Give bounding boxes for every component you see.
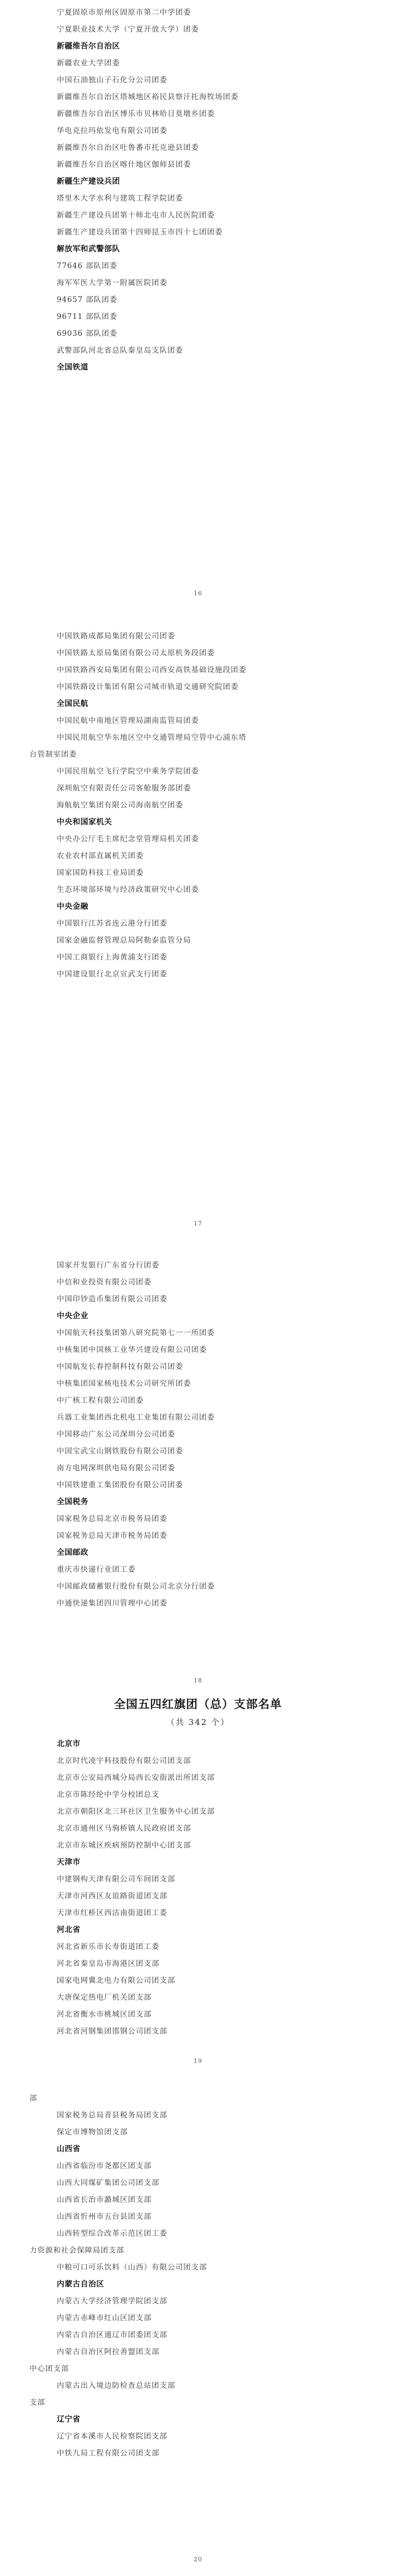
list-item: 中国印钞造币集团有限公司团委 — [57, 1295, 167, 1304]
list-item: 河北省河钢集团邯钢公司团支部 — [57, 2027, 167, 2036]
list-item: 中建钢构天津有限公司车间团支部 — [57, 1875, 176, 1884]
region-heading: 解放军和武警部队 — [57, 245, 120, 254]
list-item: 大唐保定热电厂机关团支部 — [57, 1993, 152, 2002]
document-page-17 — [0, 605, 396, 1238]
list-item: 山西大同煤矿集团公司团支部 — [57, 2179, 160, 2187]
list-item: 中通快递集团四川管理中心团委 — [57, 1599, 167, 1608]
region-heading: 中央金融 — [57, 902, 88, 911]
list-item: 新疆维吾尔自治区喀什地区伽师县团委 — [57, 160, 191, 169]
list-item: 北京市通州区马驹桥镇人民政府团支部 — [57, 1824, 191, 1833]
list-item: 山西转型综合改革示范区团工委 — [57, 2229, 167, 2238]
list-item: 山西省忻州市五台县团支部 — [57, 2212, 152, 2221]
list-item: 中心团支部 — [29, 2364, 69, 2373]
list-item: 北京市东城区疾病预防控制中心团支部 — [57, 1841, 191, 1850]
list-item: 中国银行江苏省连云港分行团委 — [57, 919, 167, 928]
list-item: 国家税务总局北京市税务局团委 — [57, 1515, 167, 1523]
list-item: 新疆维吾尔自治区博乐市贝林哈日莫墩乡团委 — [57, 110, 215, 118]
list-item: 内蒙古赤峰市红山区团支部 — [57, 2314, 152, 2322]
list-item: 宁夏职业技术大学（宁夏开放大学）团委 — [57, 25, 199, 34]
document-page-16 — [0, 0, 396, 605]
list-item: 保定市博物馆团支部 — [57, 2128, 128, 2137]
list-item: 河北省衡水市桃城区团支部 — [57, 2010, 152, 2019]
list-item: 中国宝武宝山钢铁股份有限公司团委 — [57, 1447, 183, 1456]
list-item: 新疆农业大学团委 — [57, 59, 120, 68]
page-content — [29, 631, 362, 986]
region-heading: 山西省 — [57, 2145, 81, 2153]
list-item: 华电克拉玛依发电有限公司团委 — [57, 126, 167, 135]
list-item: 支部 — [29, 2398, 45, 2407]
list-item: 中铁九局工程有限公司团支部 — [57, 2449, 160, 2458]
list-item: 山西省临汾市尧都区团支部 — [57, 2162, 152, 2170]
list-item: 国家税务总局天津市税务局团委 — [57, 1531, 167, 1540]
list-item: 中国铁路西安局集团有限公司西安高铁基础设施段团委 — [57, 666, 247, 674]
list-item: 中国邮政储蓄银行股份有限公司北京分行团委 — [57, 1582, 215, 1591]
list-item: 重庆市快递行业团工委 — [57, 1565, 136, 1574]
list-item: 新疆维吾尔自治区吐鲁番市托克逊县团委 — [57, 143, 199, 152]
list-item: 塔里木大学水利与建筑工程学院团委 — [57, 194, 183, 203]
region-heading: 全国铁道 — [57, 363, 88, 372]
list-item: 中广核工程有限公司团委 — [57, 1396, 144, 1405]
list-item: 南方电网深圳供电局有限公司团委 — [57, 1464, 176, 1473]
list-item: 台管制室团委 — [29, 750, 77, 759]
page-content — [57, 8, 362, 379]
section-subtitle: （共 342 个） — [166, 1717, 230, 1727]
list-item: 辽宁省本溪市人民检察院团支部 — [57, 2432, 167, 2441]
list-item: 中国铁建重工集团股份有限公司团委 — [57, 1481, 183, 1489]
document-page-18 — [0, 1238, 396, 1696]
list-item: 山西省长治市潞城区团支部 — [57, 2195, 152, 2204]
list-item: 深圳航空有限责任公司客舱服务部团委 — [57, 784, 191, 793]
list-item: 内蒙古自治区阿拉善盟团支部 — [57, 2348, 160, 2356]
list-item: 中央办公厅毛主席纪念堂管理局机关团委 — [57, 835, 199, 843]
page-content — [29, 2094, 362, 2465]
page-content — [57, 1260, 362, 1615]
list-item: 国家金融监督管理总局阿勒泰监管分局 — [57, 936, 191, 945]
page-number: 16 — [194, 590, 202, 597]
list-item: 中国移动广东公司深圳分公司团委 — [57, 1430, 176, 1439]
region-heading: 全国邮政 — [57, 1548, 88, 1557]
list-item: 内蒙古自治区通辽市团委团支部 — [57, 2331, 167, 2339]
list-item: 中国建设银行北京宣武支行团委 — [57, 970, 167, 979]
region-heading: 北京市 — [57, 1740, 81, 1748]
list-item: 69036 部队团委 — [57, 329, 118, 338]
list-item: 中国石油独山子石化分公司团委 — [57, 76, 167, 85]
list-item: 北京市公安局西城分局西长安街派出所团支部 — [57, 1773, 215, 1782]
list-item: 新疆生产建设兵团第十师北屯市人民医院团委 — [57, 211, 215, 220]
page-content — [57, 1739, 362, 2043]
list-item: 力资源和社会保障局团支部 — [29, 2246, 124, 2255]
list-item: 宁夏固原市原州区固原市第二中学团委 — [57, 8, 191, 17]
list-item: 77646 部队团委 — [57, 262, 118, 270]
section-title: 全国五四红旗团（总）支部名单 — [114, 1698, 282, 1711]
page-number: 19 — [194, 2058, 202, 2065]
list-item: 国家电网冀北电力有限公司团支部 — [57, 1976, 176, 1985]
page-number: 20 — [194, 2556, 202, 2563]
list-item: 国家税务总局青县税务局团支部 — [57, 2111, 167, 2120]
list-item: 中国民航中南地区管理局湖南监管局团委 — [57, 716, 199, 725]
list-item: 天津市河西区友谊路街道团支部 — [57, 1892, 167, 1901]
list-item: 海军军医大学第一附属医院团委 — [57, 279, 167, 287]
region-heading: 河北省 — [57, 1926, 81, 1934]
list-item: 中信和业投资有限公司团委 — [57, 1278, 152, 1287]
region-heading: 辽宁省 — [57, 2415, 81, 2424]
region-heading: 中央和国家机关 — [57, 818, 112, 827]
list-item: 中国工商银行上海黄浦支行团委 — [57, 953, 167, 962]
list-item: 96711 部队团委 — [57, 312, 118, 321]
list-item: 中国铁路设计集团有限公司城市轨道交通研究院团委 — [57, 683, 239, 691]
list-item: 河北省新乐市长寿街道团工委 — [57, 1942, 160, 1951]
region-heading: 全国税务 — [57, 1498, 88, 1506]
list-item: 部 — [29, 2094, 38, 2103]
list-item: 94657 部队团委 — [57, 295, 118, 304]
region-heading: 全国民航 — [57, 699, 88, 708]
list-item: 国家开发银行广东省分行团委 — [57, 1261, 160, 1270]
list-item: 天津市红桥区西沽南街道团工委 — [57, 1909, 167, 1917]
list-item: 内蒙古大学经济管理学院团支部 — [57, 2297, 167, 2306]
list-item: 北京市朝阳区北三环社区卫生服务中心团支部 — [57, 1807, 215, 1816]
region-heading: 中央企业 — [57, 1312, 88, 1320]
page-number: 18 — [194, 1677, 202, 1684]
list-item: 中核集团国家核电技术公司研究所团委 — [57, 1379, 191, 1388]
list-item: 中国航发长春控制科技有限公司团委 — [57, 1362, 183, 1371]
list-item: 中国航天科技集团第八研究院第七一一所团委 — [57, 1329, 215, 1337]
page-number: 17 — [194, 1220, 202, 1227]
list-item: 海航航空集团有限公司海南航空团委 — [57, 801, 183, 810]
list-item: 北京市陈经纶中学分校团总支 — [57, 1790, 160, 1799]
list-item: 中国民用航空华东地区空中交通管理局空管中心浦东塔 — [57, 733, 247, 742]
region-heading: 内蒙古自治区 — [57, 2280, 104, 2289]
list-item: 生态环境部环境与经济政策研究中心团委 — [57, 885, 199, 894]
list-item: 农业农村部直属机关团委 — [57, 852, 144, 860]
list-item: 河北省秦皇岛市海港区团支部 — [57, 1959, 160, 1968]
document-page-19 — [0, 1696, 396, 2072]
list-item: 中粮可口可乐饮料（山西）有限公司团支部 — [57, 2263, 207, 2272]
region-heading: 新疆维吾尔自治区 — [57, 42, 120, 51]
list-item: 内蒙古出入境边防检查总站团支部 — [57, 2381, 176, 2390]
list-item: 新疆维吾尔自治区塔城地区裕民县察汗托海牧场团委 — [57, 93, 239, 101]
list-item: 国家国防科技工业局团委 — [57, 868, 144, 877]
region-heading: 新疆生产建设兵团 — [57, 177, 120, 186]
list-item: 中国铁路太原局集团有限公司太原机务段团委 — [57, 649, 215, 657]
region-heading: 天津市 — [57, 1858, 81, 1867]
list-item: 武警部队河北省总队秦皇岛支队团委 — [57, 346, 183, 355]
list-item: 中国民用航空飞行学院空中乘务学院团委 — [57, 767, 199, 776]
list-item: 中核集团中国核工业华兴建设有限公司团委 — [57, 1346, 207, 1354]
document-page-20 — [0, 2072, 396, 2576]
list-item: 新疆生产建设兵团第十四师昆玉市四十七团团委 — [57, 228, 223, 237]
list-item: 兵器工业集团西北机电工业集团有限公司团委 — [57, 1413, 215, 1422]
list-item: 中国铁路成都局集团有限公司团委 — [57, 632, 176, 641]
list-item: 北京时代凌宇科技股份有限公司团支部 — [57, 1757, 191, 1765]
